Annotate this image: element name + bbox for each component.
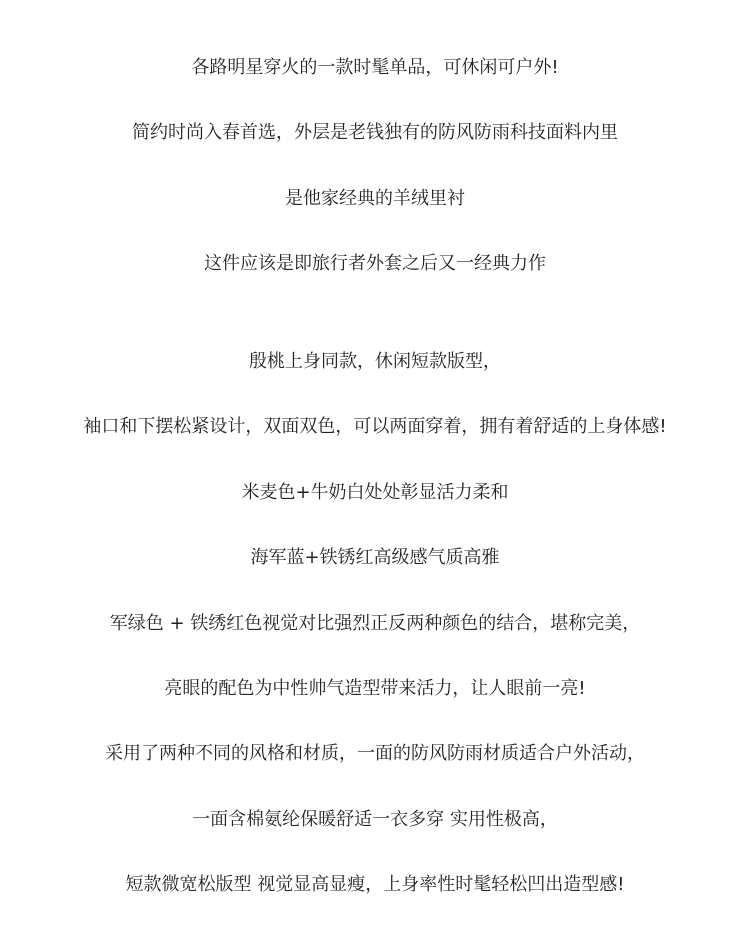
- description-line: 各路明星穿火的一款时髦单品，可休闲可户外!: [191, 57, 559, 78]
- description-line: 这件应该是即旅行者外套之后又一经典力作: [204, 253, 546, 274]
- description-line: 袖口和下摆松紧设计，双面双色，可以两面穿着，拥有着舒适的上身体感!: [83, 416, 667, 437]
- description-line: 简约时尚入春首选，外层是老钱独有的防风防雨科技面料内里: [132, 122, 618, 143]
- description-line: 一面含棉氨纶保暖舒适一衣多穿 实用性极高，: [192, 809, 558, 830]
- description-line: 军绿色 + 铁绣红色视觉对比强烈正反两种颜色的结合，堪称完美，: [109, 613, 641, 634]
- description-line: 海军蓝+铁锈红高级感气质高雅: [250, 547, 500, 568]
- description-line: 殷桃上身同款，休闲短款版型，: [249, 351, 501, 372]
- description-line: 采用了两种不同的风格和材质，一面的防风防雨材质适合户外活动，: [105, 743, 645, 764]
- description-line: 米麦色+牛奶白处处彰显活力柔和: [241, 482, 509, 503]
- description-line: 是他家经典的羊绒里衬: [285, 188, 465, 209]
- description-line: 亮眼的配色为中性帅气造型带来活力，让人眼前一亮!: [164, 678, 586, 699]
- description-line: 短款微宽松版型 视觉显高显瘦，上身率性时髦轻松凹出造型感!: [125, 874, 625, 895]
